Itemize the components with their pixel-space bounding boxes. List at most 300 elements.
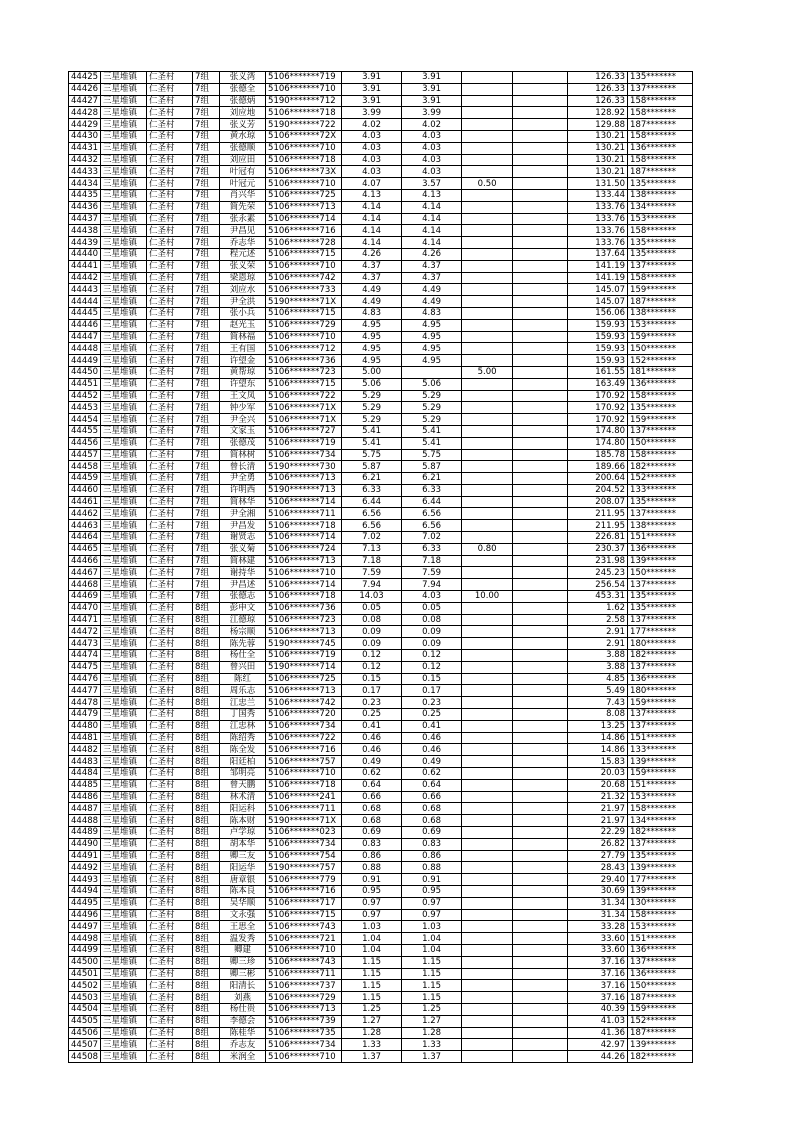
village-cell: 仁圣村 (147, 378, 193, 390)
area-part-b-cell (462, 614, 513, 626)
table-row (69, 319, 693, 331)
phone-cell: 158******* (628, 154, 693, 166)
area-cell: 5.75 (342, 449, 402, 461)
area-part-a-cell: 4.37 (402, 272, 462, 284)
area-part-a-cell: 6.33 (402, 543, 462, 555)
blank-cell (513, 260, 568, 272)
row-number-cell: 44500 (69, 956, 101, 968)
table-row (69, 968, 693, 980)
town-cell: 三星堆镇 (101, 272, 147, 284)
amount-cell: 208.07 (568, 496, 628, 508)
blank-cell (513, 402, 568, 414)
id-number-cell: 5106*******241 (266, 791, 342, 803)
phone-cell: 177******* (628, 626, 693, 638)
table-row (69, 449, 693, 461)
area-cell: 0.88 (342, 862, 402, 874)
name-cell: 尹昌见 (220, 225, 266, 237)
phone-cell: 158******* (628, 130, 693, 142)
table-row (69, 815, 693, 827)
row-number-cell: 44452 (69, 390, 101, 402)
table-row (69, 508, 693, 520)
area-part-a-cell: 0.12 (402, 650, 462, 662)
area-cell: 1.33 (342, 1039, 402, 1051)
blank-cell (513, 709, 568, 721)
area-part-a-cell: 0.05 (402, 602, 462, 614)
amount-cell: 21.97 (568, 815, 628, 827)
id-number-cell: 5106*******715 (266, 307, 342, 319)
village-cell: 仁圣村 (147, 366, 193, 378)
area-part-b-cell (462, 425, 513, 437)
town-cell: 三星堆镇 (101, 921, 147, 933)
blank-cell (513, 968, 568, 980)
town-cell: 三星堆镇 (101, 720, 147, 732)
name-cell: 简林华 (220, 496, 266, 508)
area-part-a-cell: 5.87 (402, 461, 462, 473)
amount-cell: 159.93 (568, 343, 628, 355)
area-part-a-cell: 0.97 (402, 897, 462, 909)
id-number-cell: 5106*******714 (266, 496, 342, 508)
phone-cell: 150******* (628, 343, 693, 355)
area-part-b-cell (462, 378, 513, 390)
town-cell: 三星堆镇 (101, 532, 147, 544)
area-part-a-cell: 0.66 (402, 791, 462, 803)
table-row (69, 355, 693, 367)
name-cell: 杨仕贵 (220, 1003, 266, 1015)
area-part-a-cell: 7.02 (402, 532, 462, 544)
blank-cell (513, 437, 568, 449)
area-cell: 5.29 (342, 390, 402, 402)
area-cell: 0.62 (342, 768, 402, 780)
area-cell: 6.33 (342, 484, 402, 496)
area-part-b-cell (462, 838, 513, 850)
phone-cell: 159******* (628, 1003, 693, 1015)
amount-cell: 21.97 (568, 803, 628, 815)
group-cell: 7组 (193, 425, 220, 437)
blank-cell (513, 779, 568, 791)
group-cell: 8组 (193, 768, 220, 780)
phone-cell: 152******* (628, 1015, 693, 1027)
town-cell: 三星堆镇 (101, 555, 147, 567)
blank-cell (513, 461, 568, 473)
village-cell: 仁圣村 (147, 626, 193, 638)
village-cell: 仁圣村 (147, 992, 193, 1004)
blank-cell (513, 95, 568, 107)
row-number-cell: 44499 (69, 944, 101, 956)
village-cell: 仁圣村 (147, 732, 193, 744)
amount-cell: 245.23 (568, 567, 628, 579)
area-part-a-cell: 6.44 (402, 496, 462, 508)
id-number-cell: 5106*******754 (266, 850, 342, 862)
group-cell: 8组 (193, 921, 220, 933)
row-number-cell: 44507 (69, 1039, 101, 1051)
area-part-b-cell (462, 119, 513, 131)
id-number-cell: 5106*******722 (266, 732, 342, 744)
area-part-b-cell (462, 768, 513, 780)
area-part-b-cell (462, 1015, 513, 1027)
group-cell: 7组 (193, 331, 220, 343)
town-cell: 三星堆镇 (101, 838, 147, 850)
town-cell: 三星堆镇 (101, 520, 147, 532)
id-number-cell: 5106*******710 (266, 178, 342, 190)
area-cell: 0.09 (342, 626, 402, 638)
blank-cell (513, 272, 568, 284)
village-cell: 仁圣村 (147, 1003, 193, 1015)
town-cell: 三星堆镇 (101, 897, 147, 909)
amount-cell: 3.88 (568, 661, 628, 673)
name-cell: 周乐志 (220, 685, 266, 697)
row-number-cell: 44477 (69, 685, 101, 697)
area-cell: 4.37 (342, 260, 402, 272)
amount-cell: 161.55 (568, 366, 628, 378)
name-cell: 吴华顺 (220, 897, 266, 909)
area-part-b-cell (462, 673, 513, 685)
row-number-cell: 44469 (69, 591, 101, 603)
group-cell: 7组 (193, 119, 220, 131)
area-part-b-cell (462, 532, 513, 544)
phone-cell: 136******* (628, 673, 693, 685)
table-row (69, 366, 693, 378)
phone-cell: 153******* (628, 921, 693, 933)
id-number-cell: 5106*******710 (266, 142, 342, 154)
village-cell: 仁圣村 (147, 473, 193, 485)
blank-cell (513, 756, 568, 768)
name-cell: 尹全洪 (220, 296, 266, 308)
amount-cell: 141.19 (568, 272, 628, 284)
row-number-cell: 44430 (69, 130, 101, 142)
name-cell: 陈全发 (220, 744, 266, 756)
area-cell: 4.03 (342, 142, 402, 154)
area-part-b-cell (462, 95, 513, 107)
area-cell: 1.27 (342, 1015, 402, 1027)
phone-cell: 150******* (628, 980, 693, 992)
blank-cell (513, 130, 568, 142)
name-cell: 尹昌述 (220, 579, 266, 591)
name-cell: 黄水琼 (220, 130, 266, 142)
area-part-a-cell: 5.06 (402, 378, 462, 390)
group-cell: 8组 (193, 756, 220, 768)
table-row (69, 166, 693, 178)
name-cell: 张小兵 (220, 307, 266, 319)
area-part-b-cell (462, 709, 513, 721)
table-row (69, 437, 693, 449)
blank-cell (513, 768, 568, 780)
row-number-cell: 44490 (69, 838, 101, 850)
id-number-cell: 5106*******725 (266, 189, 342, 201)
phone-cell: 135******* (628, 72, 693, 84)
village-cell: 仁圣村 (147, 980, 193, 992)
phone-cell: 159******* (628, 768, 693, 780)
row-number-cell: 44463 (69, 520, 101, 532)
id-number-cell: 5106*******715 (266, 909, 342, 921)
town-cell: 三星堆镇 (101, 355, 147, 367)
area-cell: 0.91 (342, 874, 402, 886)
row-number-cell: 44443 (69, 284, 101, 296)
phone-cell: 135******* (628, 237, 693, 249)
area-part-a-cell: 0.46 (402, 732, 462, 744)
phone-cell: 158******* (628, 390, 693, 402)
area-part-b-cell (462, 803, 513, 815)
blank-cell (513, 614, 568, 626)
row-number-cell: 44429 (69, 119, 101, 131)
row-number-cell: 44460 (69, 484, 101, 496)
id-number-cell: 5106*******727 (266, 425, 342, 437)
village-cell: 仁圣村 (147, 579, 193, 591)
row-number-cell: 44495 (69, 897, 101, 909)
town-cell: 三星堆镇 (101, 343, 147, 355)
name-cell: 阳清长 (220, 980, 266, 992)
table-row (69, 378, 693, 390)
area-cell: 1.15 (342, 980, 402, 992)
group-cell: 7组 (193, 307, 220, 319)
village-cell: 仁圣村 (147, 178, 193, 190)
row-number-cell: 44428 (69, 107, 101, 119)
name-cell: 许明西 (220, 484, 266, 496)
row-number-cell: 44441 (69, 260, 101, 272)
amount-cell: 8.08 (568, 709, 628, 721)
row-number-cell: 44506 (69, 1027, 101, 1039)
name-cell: 张永素 (220, 213, 266, 225)
area-cell: 7.59 (342, 567, 402, 579)
blank-cell (513, 107, 568, 119)
name-cell: 邹明亮 (220, 768, 266, 780)
village-cell: 仁圣村 (147, 461, 193, 473)
village-cell: 仁圣村 (147, 897, 193, 909)
area-cell: 5.00 (342, 366, 402, 378)
village-cell: 仁圣村 (147, 449, 193, 461)
town-cell: 三星堆镇 (101, 626, 147, 638)
area-cell: 5.06 (342, 378, 402, 390)
id-number-cell: 5106*******710 (266, 83, 342, 95)
area-cell: 1.28 (342, 1027, 402, 1039)
table-row (69, 178, 693, 190)
area-part-b-cell (462, 756, 513, 768)
blank-cell (513, 213, 568, 225)
area-part-a-cell: 5.29 (402, 402, 462, 414)
phone-cell: 135******* (628, 178, 693, 190)
group-cell: 7组 (193, 225, 220, 237)
village-cell: 仁圣村 (147, 425, 193, 437)
blank-cell (513, 944, 568, 956)
name-cell: 谢贤志 (220, 532, 266, 544)
table-row (69, 213, 693, 225)
group-cell: 8组 (193, 956, 220, 968)
area-part-a-cell: 3.57 (402, 178, 462, 190)
town-cell: 三星堆镇 (101, 992, 147, 1004)
area-cell: 0.05 (342, 602, 402, 614)
area-part-a-cell: 4.14 (402, 213, 462, 225)
town-cell: 三星堆镇 (101, 484, 147, 496)
row-number-cell: 44461 (69, 496, 101, 508)
town-cell: 三星堆镇 (101, 850, 147, 862)
area-part-a-cell: 4.03 (402, 130, 462, 142)
amount-cell: 230.37 (568, 543, 628, 555)
area-part-b-cell (462, 1027, 513, 1039)
row-number-cell: 44478 (69, 697, 101, 709)
id-number-cell: 5106*******719 (266, 650, 342, 662)
name-cell: 卿三彬 (220, 968, 266, 980)
blank-cell (513, 909, 568, 921)
name-cell: 刘应田 (220, 154, 266, 166)
town-cell: 三星堆镇 (101, 425, 147, 437)
group-cell: 8组 (193, 732, 220, 744)
blank-cell (513, 154, 568, 166)
area-cell: 6.44 (342, 496, 402, 508)
amount-cell: 37.16 (568, 968, 628, 980)
group-cell: 7组 (193, 520, 220, 532)
area-cell: 6.56 (342, 520, 402, 532)
area-cell: 4.95 (342, 355, 402, 367)
phone-cell: 158******* (628, 449, 693, 461)
blank-cell (513, 602, 568, 614)
row-number-cell: 44496 (69, 909, 101, 921)
table-row (69, 992, 693, 1004)
name-cell: 梁恩琼 (220, 272, 266, 284)
area-part-b-cell (462, 414, 513, 426)
area-part-b-cell (462, 331, 513, 343)
town-cell: 三星堆镇 (101, 579, 147, 591)
area-part-b-cell (462, 897, 513, 909)
id-number-cell: 5106*******719 (266, 72, 342, 84)
blank-cell (513, 83, 568, 95)
area-cell: 0.86 (342, 850, 402, 862)
group-cell: 7组 (193, 378, 220, 390)
area-part-a-cell: 0.83 (402, 838, 462, 850)
row-number-cell: 44497 (69, 921, 101, 933)
town-cell: 三星堆镇 (101, 461, 147, 473)
area-part-b-cell (462, 437, 513, 449)
area-part-a-cell: 1.15 (402, 956, 462, 968)
village-cell: 仁圣村 (147, 709, 193, 721)
group-cell: 8组 (193, 602, 220, 614)
row-number-cell: 44453 (69, 402, 101, 414)
name-cell: 陈绍秀 (220, 732, 266, 744)
area-part-b-cell (462, 968, 513, 980)
name-cell: 刘燕 (220, 992, 266, 1004)
row-number-cell: 44427 (69, 95, 101, 107)
table-row (69, 83, 693, 95)
group-cell: 7组 (193, 543, 220, 555)
village-cell: 仁圣村 (147, 850, 193, 862)
blank-cell (513, 520, 568, 532)
name-cell: 阳运科 (220, 803, 266, 815)
phone-cell: 135******* (628, 850, 693, 862)
blank-cell (513, 473, 568, 485)
area-part-b-cell (462, 130, 513, 142)
id-number-cell: 5106*******710 (266, 331, 342, 343)
table-row (69, 697, 693, 709)
village-cell: 仁圣村 (147, 838, 193, 850)
town-cell: 三星堆镇 (101, 602, 147, 614)
name-cell: 温发秀 (220, 933, 266, 945)
area-part-b-cell (462, 496, 513, 508)
name-cell: 曾长清 (220, 461, 266, 473)
name-cell: 陈本财 (220, 815, 266, 827)
village-cell: 仁圣村 (147, 756, 193, 768)
row-number-cell: 44457 (69, 449, 101, 461)
blank-cell (513, 992, 568, 1004)
name-cell: 林术清 (220, 791, 266, 803)
area-part-b-cell (462, 189, 513, 201)
row-number-cell: 44433 (69, 166, 101, 178)
row-number-cell: 44470 (69, 602, 101, 614)
area-cell: 0.23 (342, 697, 402, 709)
area-cell: 0.12 (342, 650, 402, 662)
group-cell: 8组 (193, 661, 220, 673)
name-cell: 王文凤 (220, 390, 266, 402)
id-number-cell: 5106*******723 (266, 614, 342, 626)
blank-cell (513, 366, 568, 378)
name-cell: 江忠兰 (220, 697, 266, 709)
phone-cell: 152******* (628, 355, 693, 367)
id-number-cell: 5190*******757 (266, 862, 342, 874)
village-cell: 仁圣村 (147, 272, 193, 284)
area-part-b-cell (462, 626, 513, 638)
phone-cell: 187******* (628, 119, 693, 131)
blank-cell (513, 1039, 568, 1051)
town-cell: 三星堆镇 (101, 744, 147, 756)
town-cell: 三星堆镇 (101, 366, 147, 378)
town-cell: 三星堆镇 (101, 237, 147, 249)
village-cell: 仁圣村 (147, 602, 193, 614)
amount-cell: 15.83 (568, 756, 628, 768)
group-cell: 7组 (193, 213, 220, 225)
table-row (69, 496, 693, 508)
phone-cell: 137******* (628, 425, 693, 437)
group-cell: 8组 (193, 697, 220, 709)
row-number-cell: 44431 (69, 142, 101, 154)
area-part-b-cell (462, 885, 513, 897)
phone-cell: 139******* (628, 862, 693, 874)
id-number-cell: 5106*******713 (266, 473, 342, 485)
amount-cell: 185.78 (568, 449, 628, 461)
area-cell: 4.49 (342, 296, 402, 308)
area-part-a-cell: 0.86 (402, 850, 462, 862)
amount-cell: 37.16 (568, 980, 628, 992)
table-row (69, 107, 693, 119)
village-cell: 仁圣村 (147, 862, 193, 874)
phone-cell: 135******* (628, 248, 693, 260)
village-cell: 仁圣村 (147, 331, 193, 343)
phone-cell: 135******* (628, 602, 693, 614)
phone-cell: 139******* (628, 1039, 693, 1051)
town-cell: 三星堆镇 (101, 956, 147, 968)
group-cell: 8组 (193, 779, 220, 791)
amount-cell: 133.76 (568, 225, 628, 237)
village-cell: 仁圣村 (147, 614, 193, 626)
amount-cell: 159.93 (568, 355, 628, 367)
phone-cell: 136******* (628, 543, 693, 555)
group-cell: 8组 (193, 944, 220, 956)
area-cell: 0.69 (342, 827, 402, 839)
area-part-a-cell: 4.02 (402, 119, 462, 131)
phone-cell: 133******* (628, 484, 693, 496)
area-part-b-cell: 0.80 (462, 543, 513, 555)
row-number-cell: 44464 (69, 532, 101, 544)
area-cell: 0.08 (342, 614, 402, 626)
area-part-a-cell: 3.91 (402, 83, 462, 95)
id-number-cell: 5106*******718 (266, 779, 342, 791)
phone-cell: 137******* (628, 579, 693, 591)
name-cell: 程元述 (220, 248, 266, 260)
blank-cell (513, 838, 568, 850)
phone-cell: 158******* (628, 107, 693, 119)
name-cell: 江忠林 (220, 720, 266, 732)
area-part-b-cell (462, 284, 513, 296)
town-cell: 三星堆镇 (101, 225, 147, 237)
area-cell: 3.91 (342, 72, 402, 84)
row-number-cell: 44439 (69, 237, 101, 249)
phone-cell: 139******* (628, 885, 693, 897)
